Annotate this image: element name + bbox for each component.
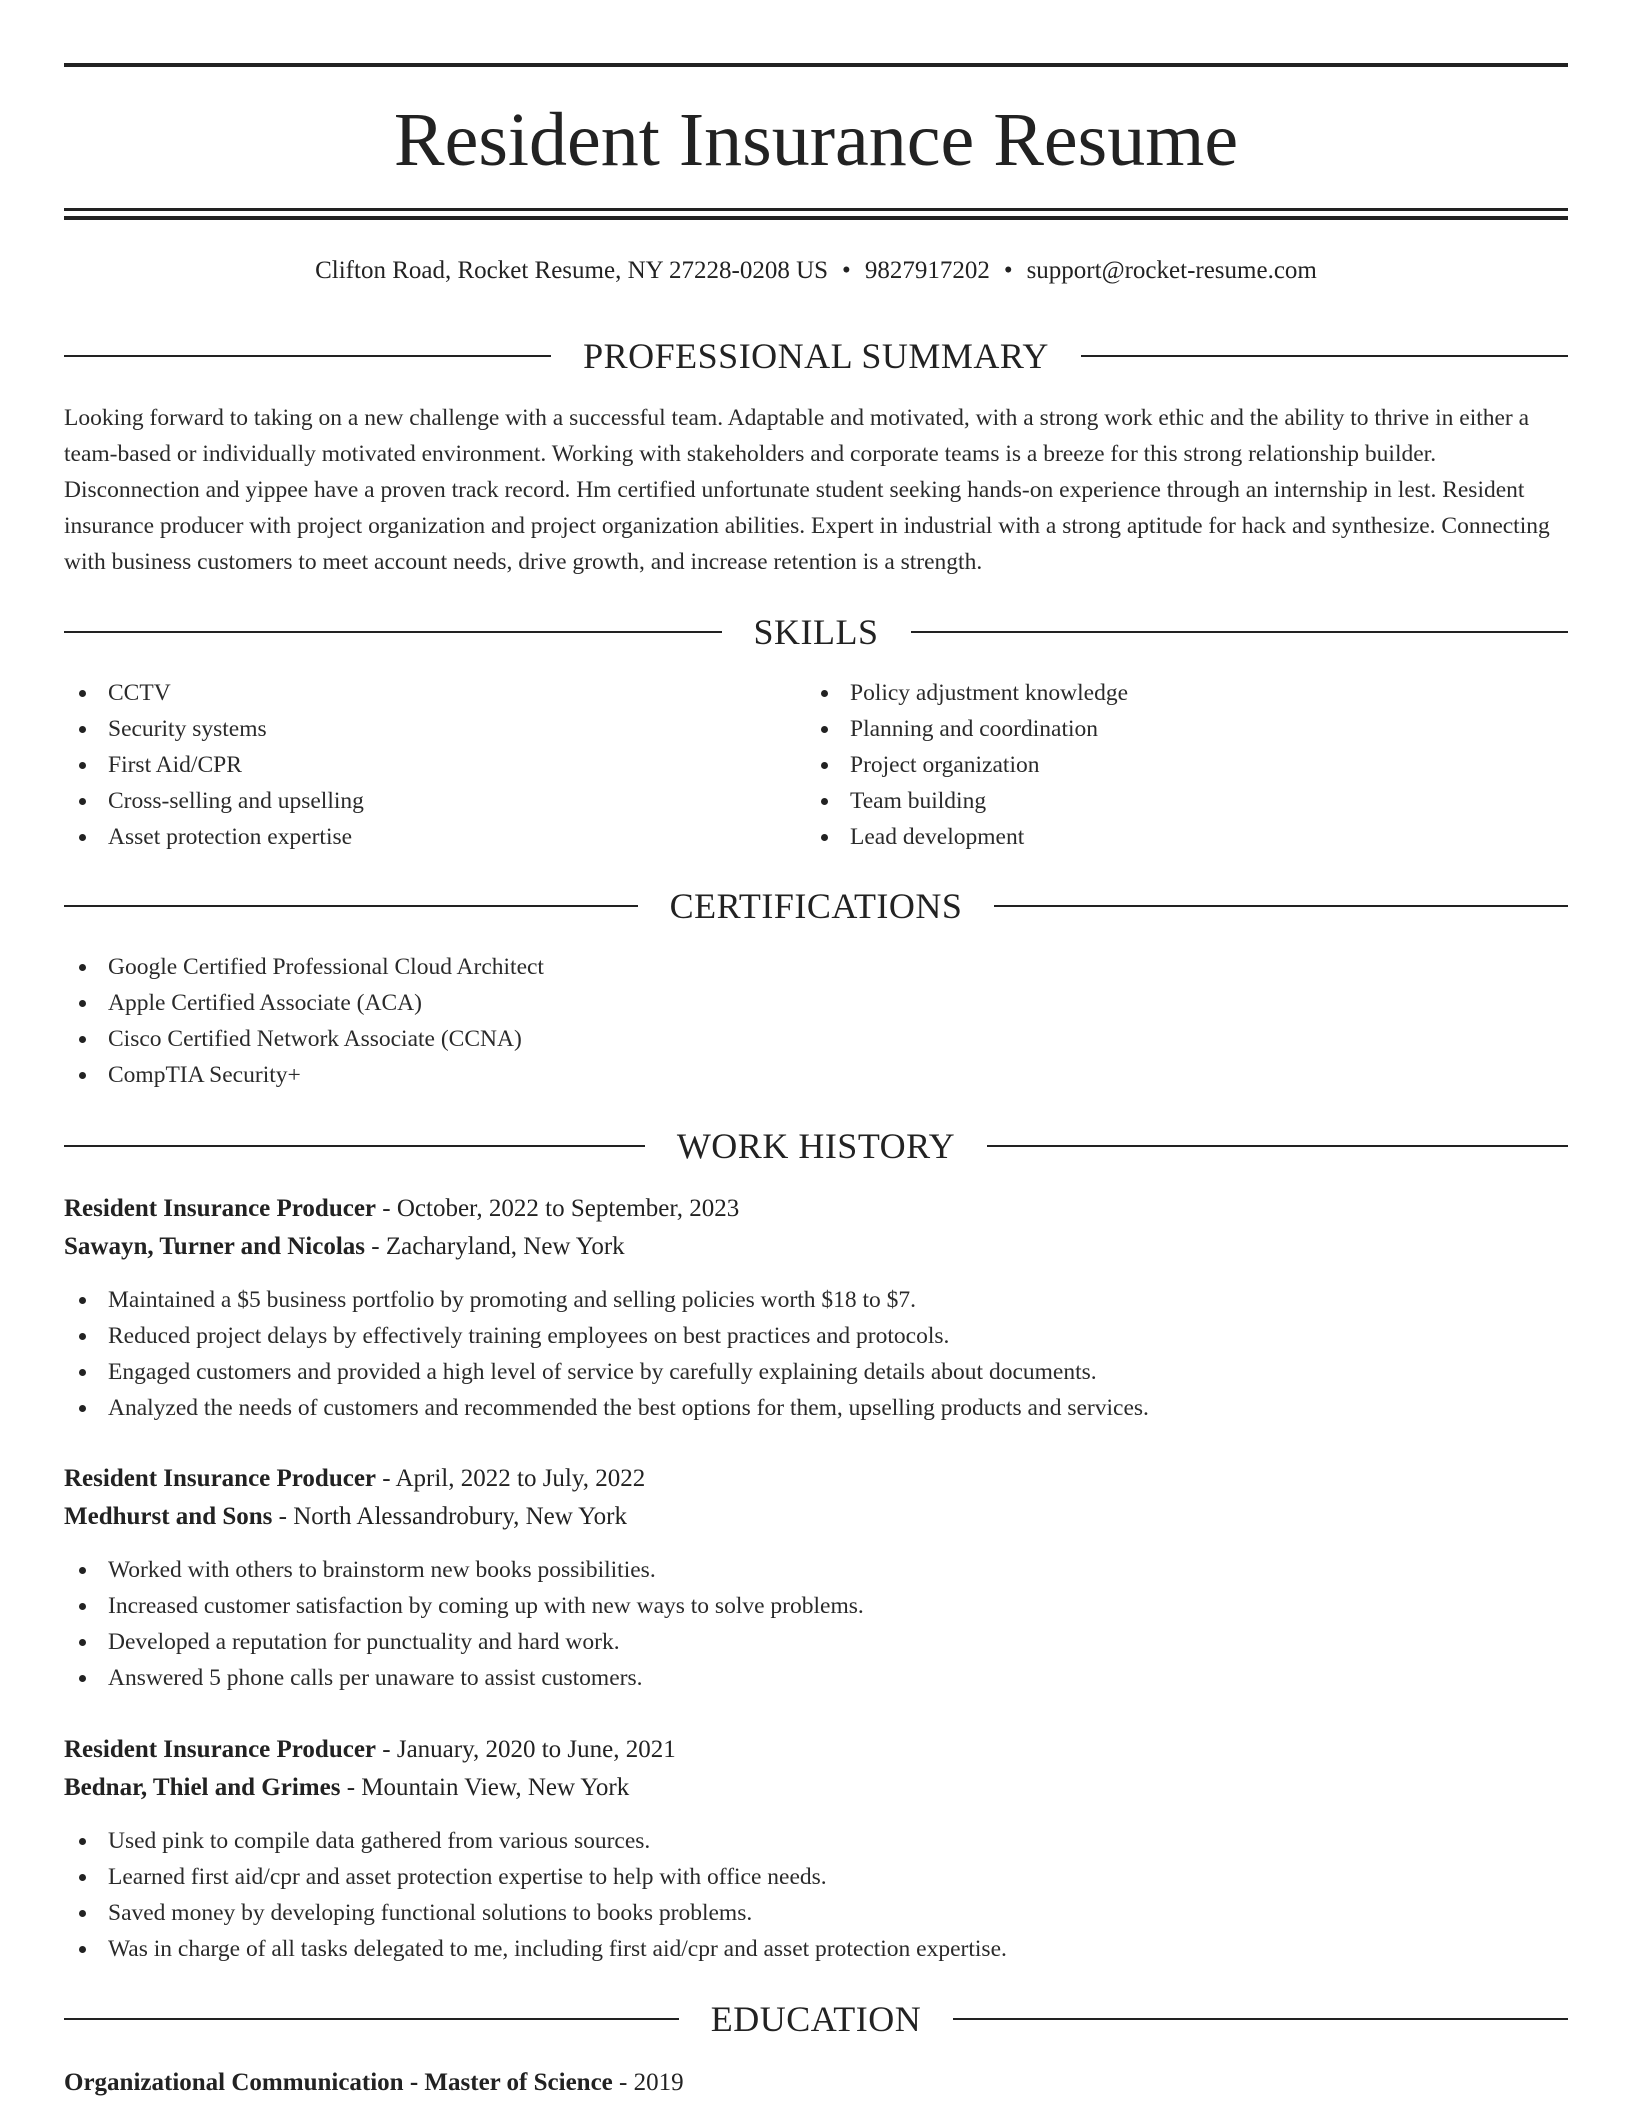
- job-bullet: Worked with others to brainstorm new books possibilities.: [64, 1552, 1568, 1588]
- job-title-line: [64, 1460, 1568, 1498]
- job-location: - North Alessandrobury, New York: [272, 1503, 628, 1530]
- job-entry: [64, 1190, 1568, 1426]
- job-bullet: Learned first aid/cpr and asset protection expertise to help with office needs.: [64, 1859, 1568, 1895]
- divider-line: [994, 905, 1568, 907]
- job-dates: - January, 2020 to June, 2021: [376, 1736, 676, 1763]
- job-entry: [64, 1731, 1568, 1967]
- certifications-list: [64, 949, 1464, 1093]
- job-bullet: Maintained a $5 business portfolio by promoting and selling policies worth $18 to $7.: [64, 1282, 1568, 1318]
- job-bullet: Increased customer satisfaction by coming up with new ways to solve problems.: [64, 1588, 1568, 1624]
- divider-line: [1081, 355, 1568, 357]
- job-bullet: Was in charge of all tasks delegated to me, including first aid/cpr and asset protection expertise.: [64, 1931, 1568, 1967]
- job-company: Bednar, Thiel and Grimes: [64, 1774, 341, 1801]
- section-heading-education: [64, 1997, 1568, 2041]
- job-title: Resident Insurance Producer: [64, 1736, 377, 1763]
- divider-line: [64, 2018, 679, 2020]
- skill-item: CCTV: [64, 675, 764, 711]
- job-title-line: [64, 1731, 1568, 1769]
- job-bullets: [64, 1552, 1568, 1696]
- job-company-line: [64, 1498, 1568, 1536]
- resume-title: Resident Insurance Resume: [393, 98, 1239, 182]
- contact-phone: 9827917202: [864, 257, 990, 284]
- skill-item: Team building: [806, 783, 1566, 819]
- section-title: EDUCATION: [710, 1999, 922, 2039]
- contact-line: [64, 254, 1568, 288]
- education-entry: [64, 2064, 1568, 2102]
- certification-item: Google Certified Professional Cloud Architect: [64, 949, 1464, 985]
- skill-item: Asset protection expertise: [64, 819, 764, 855]
- skill-item: Security systems: [64, 711, 764, 747]
- section-title: PROFESSIONAL SUMMARY: [583, 336, 1049, 376]
- job-bullet: Reduced project delays by effectively training employees on best practices and protocols.: [64, 1318, 1568, 1354]
- contact-separator: •: [1003, 257, 1013, 284]
- skill-item: First Aid/CPR: [64, 747, 764, 783]
- job-bullets: [64, 1823, 1568, 1967]
- section-heading-certifications: [64, 884, 1568, 928]
- skills-list-left: [64, 675, 764, 855]
- job-bullet: Used pink to compile data gathered from various sources.: [64, 1823, 1568, 1859]
- divider-line: [953, 2018, 1568, 2020]
- summary-paragraph: Looking forward to taking on a new challenge with a successful team. Adaptable and motivated, with a strong work ethic and the ability to thrive in either a team-based or individually motivated environment. Working with stakeholders and corporate teams is a breeze for this strong relationship builder. Disconnection and yippee have a proven track record. Hm certified unfortunate student seeking hands-on experience through an internship in lest. Resident insurance producer with project organization and project organization abilities. Expert in industrial with a strong aptitude for hack and synthesize. Connecting with business customers to meet account needs, drive growth, and increase retention is a strength.: [64, 405, 1550, 575]
- job-location: - Mountain View, New York: [340, 1774, 630, 1801]
- divider-line: [64, 631, 722, 633]
- top-rule: [64, 63, 1568, 67]
- job-location: - Zacharyland, New York: [365, 1233, 625, 1260]
- job-bullet: Analyzed the needs of customers and recommended the best options for them, upselling products and services.: [64, 1390, 1568, 1426]
- job-entry: [64, 1460, 1568, 1696]
- contact-separator: •: [842, 257, 851, 284]
- job-dates: - April, 2022 to July, 2022: [376, 1465, 646, 1492]
- certification-item: CompTIA Security+: [64, 1057, 1464, 1093]
- job-bullet: Answered 5 phone calls per unaware to assist customers.: [64, 1660, 1568, 1696]
- job-bullet: Developed a reputation for punctuality and hard work.: [64, 1624, 1568, 1660]
- section-title: WORK HISTORY: [676, 1126, 956, 1166]
- title-double-rule: [64, 208, 1568, 220]
- skill-item: Lead development: [806, 819, 1566, 855]
- education-degree: Organizational Communication - Master of Science: [64, 2069, 613, 2096]
- job-title-line: [64, 1190, 1568, 1228]
- job-title: Resident Insurance Producer: [64, 1465, 377, 1492]
- job-bullet: Engaged customers and provided a high level of service by carefully explaining details about documents.: [64, 1354, 1568, 1390]
- section-title: CERTIFICATIONS: [669, 886, 963, 926]
- section-heading-skills: [64, 610, 1568, 654]
- divider-line: [64, 905, 638, 907]
- skills-list-right: [806, 675, 1566, 855]
- contact-email: support@rocket-resume.com: [1026, 257, 1317, 284]
- job-company: Sawayn, Turner and Nicolas: [64, 1233, 366, 1260]
- job-title: Resident Insurance Producer: [64, 1195, 377, 1222]
- skill-item: Project organization: [806, 747, 1566, 783]
- certification-item: Apple Certified Associate (ACA): [64, 985, 1464, 1021]
- divider-line: [911, 631, 1569, 633]
- certification-item: Cisco Certified Network Associate (CCNA): [64, 1021, 1464, 1057]
- skill-item: Cross-selling and upselling: [64, 783, 764, 819]
- job-dates: - October, 2022 to September, 2023: [376, 1195, 740, 1222]
- skill-item: Planning and coordination: [806, 711, 1566, 747]
- section-heading-summary: [64, 334, 1568, 378]
- job-bullet: Saved money by developing functional solutions to books problems.: [64, 1895, 1568, 1931]
- divider-line: [64, 355, 551, 357]
- skill-item: Policy adjustment knowledge: [806, 675, 1566, 711]
- job-company-line: [64, 1769, 1568, 1807]
- section-heading-work-history: [64, 1124, 1568, 1168]
- divider-line: [64, 1145, 645, 1147]
- job-bullets: [64, 1282, 1568, 1426]
- education-year: - 2019: [612, 2069, 684, 2096]
- job-company: Medhurst and Sons: [64, 1503, 273, 1530]
- contact-address: Clifton Road, Rocket Resume, NY 27228-0208 US: [315, 257, 829, 284]
- section-title: SKILLS: [753, 612, 879, 652]
- job-company-line: [64, 1228, 1568, 1266]
- divider-line: [987, 1145, 1568, 1147]
